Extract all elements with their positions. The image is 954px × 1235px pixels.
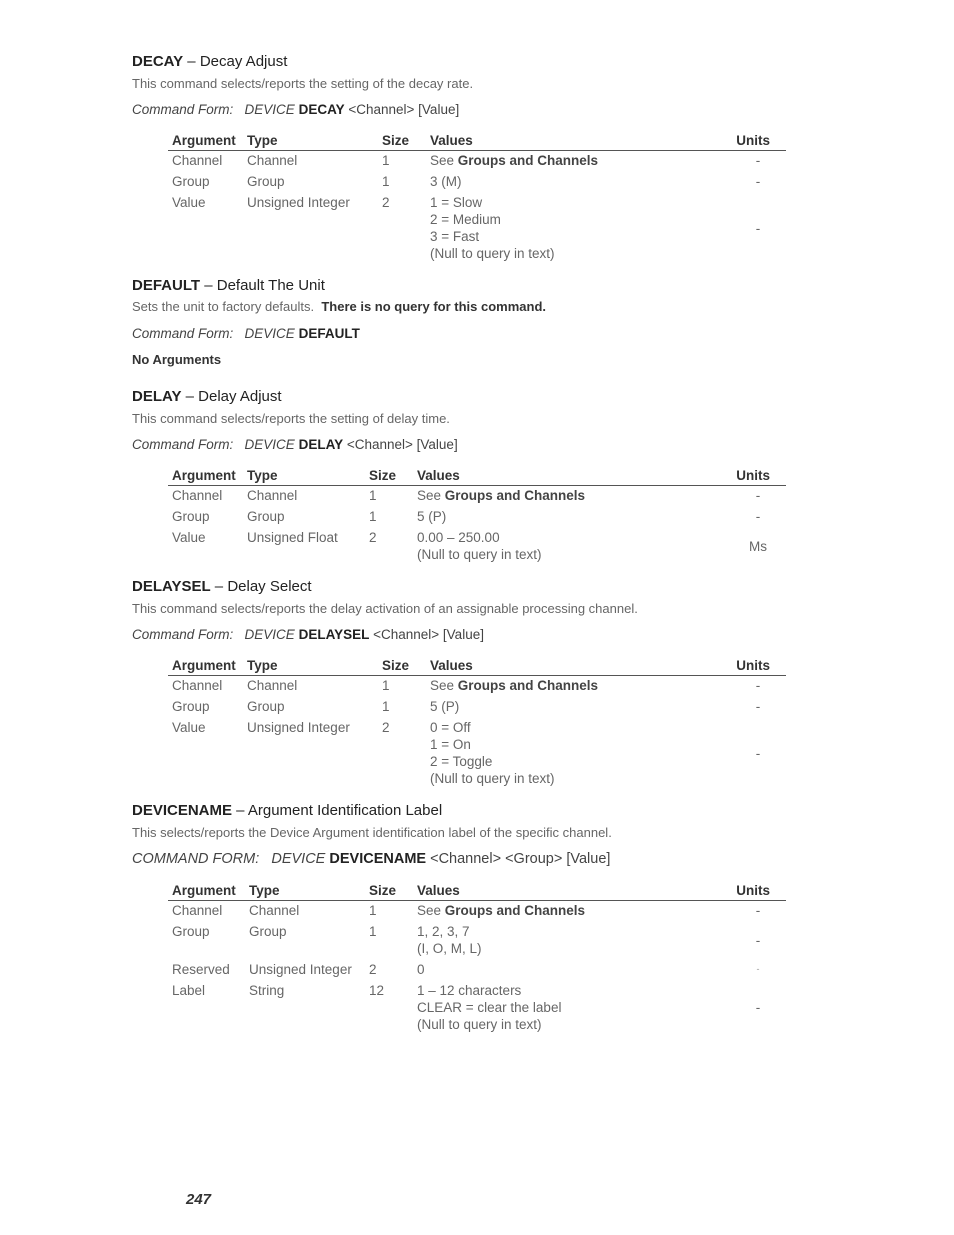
arguments-table	[168, 468, 786, 566]
command-form: Command Form: DEVICE DELAY <Channel> [Value]	[132, 437, 458, 452]
table-row: Value Unsigned Float 2 0.00 – 250.00 (Null to query in text) Ms	[172, 530, 767, 562]
section-description: This command selects/reports the setting of delay time.	[132, 411, 450, 426]
table-header: Argument Type Size Values Units	[168, 133, 786, 151]
section-title: DELAY – Delay Adjust	[132, 388, 282, 405]
table-header: Argument Type Size Values Units	[168, 883, 786, 901]
section-title: DEFAULT – Default The Unit	[132, 277, 325, 294]
table-row: Value Unsigned Integer 2 0 = Off 1 = On 2 = Toggle (Null to query in text) -	[172, 720, 761, 786]
command-form: Command Form: DEVICE DEFAULT	[132, 326, 360, 341]
section-description: This command selects/reports the delay activation of an assignable processing channel.	[132, 601, 638, 616]
section-default	[132, 277, 792, 367]
page-number: 247	[186, 1191, 212, 1208]
section-description: This selects/reports the Device Argument identification label of the specific channel.	[132, 825, 612, 840]
section-delaysel	[132, 578, 792, 786]
section-devicename	[132, 802, 792, 1032]
table-row: Group Group 1 5 (P) -	[172, 509, 761, 524]
section-title: DEVICENAME – Argument Identification Label	[132, 802, 443, 819]
table-header: Argument Type Size Values Units	[168, 468, 786, 486]
section-description: This command selects/reports the setting of the decay rate.	[132, 76, 474, 91]
table-row: Label String 12 1 – 12 characters CLEAR = clear the label (Null to query in text) -	[172, 983, 761, 1032]
table-row: Channel Channel 1 See Groups and Channels -	[172, 678, 761, 693]
table-header: Argument Type Size Values Units	[168, 658, 786, 676]
command-form: COMMAND FORM: DEVICE DEVICENAME <Channel> <Group> [Value]	[132, 851, 611, 867]
table-row: Channel Channel 1 See Groups and Channels -	[172, 903, 761, 918]
table-row: Channel Channel 1 See Groups and Channels -	[172, 153, 761, 168]
section-title: DELAYSEL – Delay Select	[132, 578, 312, 595]
command-form: Command Form: DEVICE DELAYSEL <Channel> [Value]	[132, 627, 484, 642]
table-row: Channel Channel 1 See Groups and Channels -	[172, 488, 761, 503]
no-arguments-note: No Arguments	[132, 352, 222, 367]
command-form: Command Form: DEVICE DECAY <Channel> [Value]	[132, 102, 460, 117]
table-row: Reserved Unsigned Integer 2 0 -	[172, 962, 760, 977]
arguments-table	[168, 658, 786, 790]
section-description: Sets the unit to factory defaults. There is no query for this command.	[132, 299, 546, 314]
arguments-table	[168, 883, 786, 1036]
section-decay	[132, 53, 792, 261]
table-row: Group Group 1 5 (P) -	[172, 699, 761, 714]
section-delay	[132, 388, 792, 562]
table-row: Group Group 1 1, 2, 3, 7 (I, O, M, L) -	[172, 924, 761, 956]
section-title: DECAY – Decay Adjust	[132, 53, 288, 70]
arguments-table	[168, 133, 786, 265]
table-row: Value Unsigned Integer 2 1 = Slow 2 = Medium 3 = Fast (Null to query in text) -	[172, 195, 761, 261]
table-row: Group Group 1 3 (M) -	[172, 174, 761, 189]
